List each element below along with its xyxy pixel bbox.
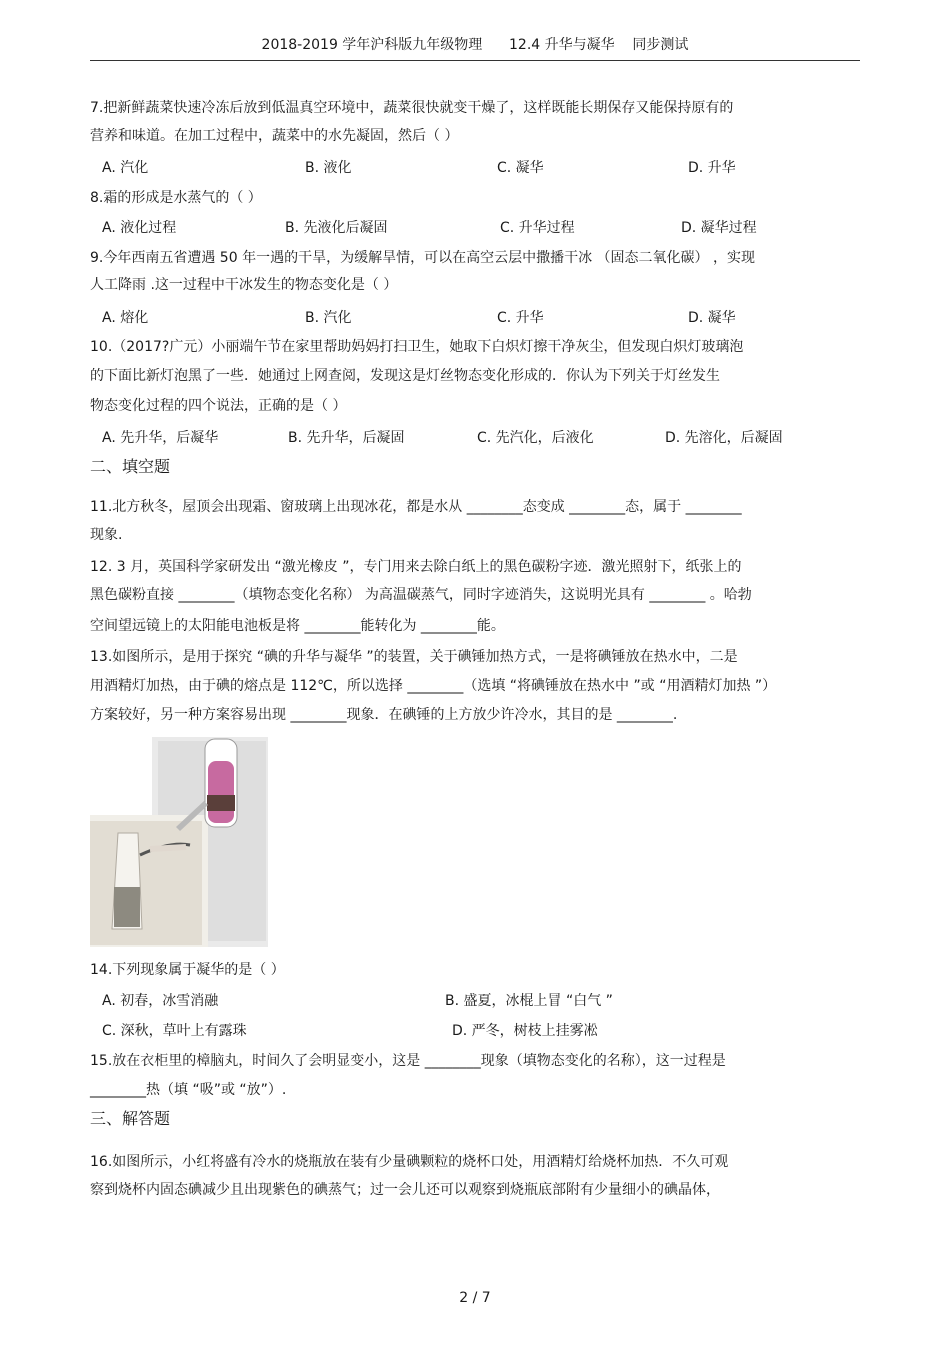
- q16-line-2: 察到烧杯内固态碘减少且出现紫色的碘蒸气；过一会儿还可以观察到烧瓶底部附有少量细小的碘晶体，: [90, 1182, 720, 1198]
- q10-option-a: A. 先升华，后凝华: [102, 430, 219, 446]
- q11-line-1: 11.北方秋冬，屋顶会出现霜、窗玻璃上出现冰花，都是水从 ________态变成 ________态，属于 ________: [90, 499, 742, 515]
- q12-line-3: 空间望远镜上的太阳能电池板是将 ________能转化为 ________能。: [90, 618, 505, 634]
- q8-line-1: 8.霜的形成是水蒸气的（ ）: [90, 190, 262, 206]
- q14-option-b: B. 盛夏，冰棍上冒 “白气 ”: [445, 993, 613, 1009]
- q13-line-1: 13.如图所示，是用于探究 “碘的升华与凝华 ”的装置，关于碘锤加热方式，一是将碘锤放在热水中，二是: [90, 649, 738, 665]
- q9-option-c: C. 升华: [497, 310, 544, 326]
- section-fill-in-heading: 二、填空题: [90, 457, 171, 476]
- q14-option-d: D. 严冬，树枝上挂雾凇: [452, 1023, 598, 1039]
- page-header: 2018-2019 学年沪科版九年级物理 12.4 升华与凝华 同步测试: [90, 34, 860, 61]
- q7-line-2: 营养和味道。在加工过程中，蔬菜中的水先凝固，然后（ ）: [90, 128, 459, 144]
- q9-line-2: 人工降雨 .这一过程中干冰发生的物态变化是（ ）: [90, 277, 398, 293]
- q10-option-d: D. 先溶化，后凝固: [665, 430, 783, 446]
- q10-option-b: B. 先升华，后凝固: [288, 430, 405, 446]
- q7-option-c: C. 凝华: [497, 160, 544, 176]
- q7-line-1: 7.把新鲜蔬菜快速冷冻后放到低温真空环境中，蔬菜很快就变干燥了，这样既能长期保存又能保持原有的: [90, 100, 734, 116]
- q8-option-b: B. 先液化后凝固: [285, 220, 388, 236]
- iodine-hammer-illustration: [90, 737, 268, 947]
- q10-line-3: 物态变化过程的四个说法，正确的是（ ）: [90, 398, 347, 414]
- q11-line-2: 现象.: [90, 527, 123, 543]
- q7-option-a: A. 汽化: [102, 160, 149, 176]
- q7-option-b: B. 液化: [305, 160, 352, 176]
- iodine-hammer-figure: [90, 737, 268, 947]
- q9-line-1: 9.今年西南五省遭遇 50 年一遇的干旱，为缓解旱情，可以在高空云层中撒播干冰 （固态二氧化碳） ，实现: [90, 250, 755, 266]
- q10-option-c: C. 先汽化，后液化: [477, 430, 594, 446]
- q8-option-d: D. 凝华过程: [681, 220, 757, 236]
- q13-line-2: 用酒精灯加热，由于碘的熔点是 112℃，所以选择 ________（选填 “将碘锤放在热水中 ”或 “用酒精灯加热 ”）: [90, 678, 777, 694]
- q10-line-2: 的下面比新灯泡黑了一些．她通过上网查阅，发现这是灯丝物态变化形成的．你认为下列关于灯丝发生: [90, 368, 720, 384]
- q8-option-c: C. 升华过程: [500, 220, 575, 236]
- q15-line-1: 15.放在衣柜里的樟脑丸，时间久了会明显变小，这是 ________现象（填物态变化的名称），这一过程是: [90, 1053, 726, 1069]
- q12-line-2: 黑色碳粉直接 ________（填物态变化名称） 为高温碳蒸气，同时字迹消失，这说明光具有 ________ 。哈勃: [90, 587, 752, 603]
- section-answer-heading: 三、解答题: [90, 1109, 171, 1128]
- q10-line-1: 10.（2017?广元）小丽端午节在家里帮助妈妈打扫卫生，她取下白炽灯擦干净灰尘，但发现白炽灯玻璃泡: [90, 339, 744, 355]
- q9-option-b: B. 汽化: [305, 310, 352, 326]
- q12-line-1: 12. 3 月，英国科学家研发出 “激光橡皮 ”，专门用来去除白纸上的黑色碳粉字迹．激光照射下，纸张上的: [90, 559, 742, 575]
- q15-line-2: ________热（填 “吸”或 “放”）.: [90, 1082, 287, 1098]
- q9-option-a: A. 熔化: [102, 310, 149, 326]
- q7-option-d: D. 升华: [688, 160, 736, 176]
- q14-line-1: 14.下列现象属于凝华的是（ ）: [90, 962, 285, 978]
- q16-line-1: 16.如图所示，小红将盛有冷水的烧瓶放在装有少量碘颗粒的烧杯口处，用酒精灯给烧杯加热．不久可观: [90, 1154, 729, 1170]
- q8-option-a: A. 液化过程: [102, 220, 177, 236]
- q14-option-c: C. 深秋，草叶上有露珠: [102, 1023, 247, 1039]
- q14-option-a: A. 初春，冰雪消融: [102, 993, 219, 1009]
- q9-option-d: D. 凝华: [688, 310, 736, 326]
- page-number: 2 / 7: [459, 1290, 491, 1306]
- q13-line-3: 方案较好，另一种方案容易出现 ________现象．在碘锤的上方放少许冷水，其目的是 ________.: [90, 707, 678, 723]
